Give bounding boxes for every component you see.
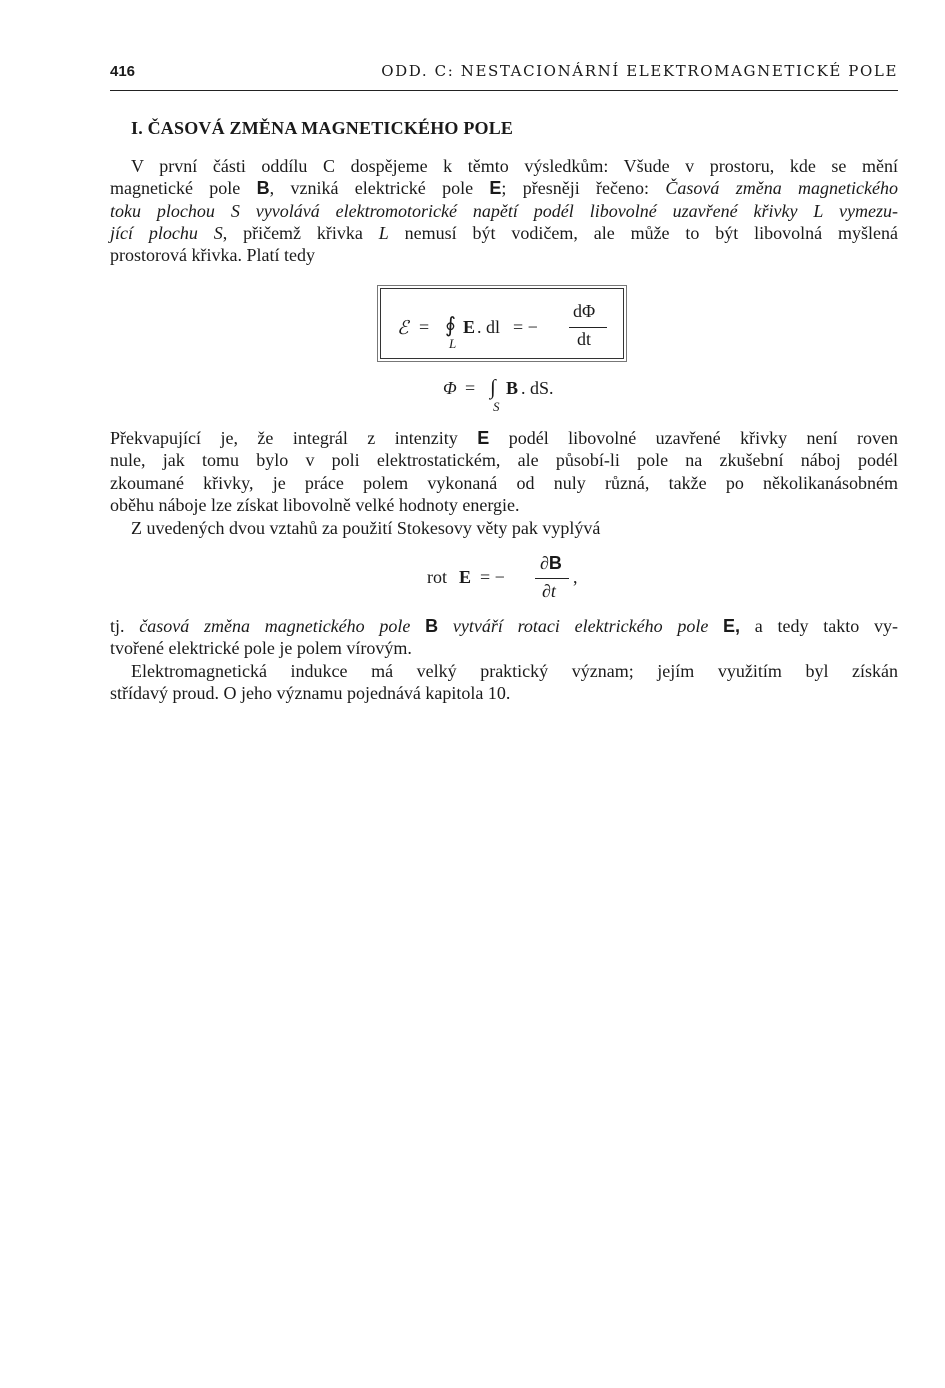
vector-E: E: [463, 317, 476, 337]
phi-symbol: Φ: [443, 378, 457, 398]
fraction-numerator: ∂B: [540, 553, 562, 573]
text-run: nemusí být vodičem, ale může to být libovolná myšlená: [388, 222, 898, 243]
text-line: [110, 615, 898, 637]
contour-integral-sign: ∮: [445, 313, 456, 337]
text-line: střídavý proud. O jeho významu pojednává kapitola 10.: [110, 683, 511, 704]
dot-dl: . dl: [477, 317, 501, 337]
header-rule: [110, 90, 898, 91]
italic-run: časová změna magnetického pole: [139, 616, 426, 636]
text-run: podél libovolné uzavřené křivky není roven: [489, 428, 898, 448]
running-head: [110, 62, 898, 80]
text-line: prostorová křivka. Platí tedy: [110, 245, 315, 266]
paragraph-conclusion: [110, 615, 898, 660]
page-number: 416: [110, 63, 136, 80]
vector-B: B: [425, 616, 439, 636]
text-line: toku plochou S vyvolává elektromotorické napětí podél libovolné uzavřené křivky L vymezu-: [110, 200, 898, 221]
vector-B: B: [506, 378, 519, 398]
fraction-numerator: dΦ: [573, 301, 596, 321]
integral-subscript-S: S: [493, 399, 500, 414]
integral-subscript-L: L: [449, 336, 457, 351]
vector-E: E: [489, 178, 502, 199]
vector-E: E,: [723, 616, 741, 636]
text-run: a tedy takto vy-: [740, 616, 898, 636]
italic-run: jící plochu S: [110, 222, 223, 243]
fraction-bar: [535, 578, 569, 579]
equals-minus: = −: [513, 317, 538, 337]
equals-sign: =: [465, 378, 476, 398]
text-line: [110, 427, 898, 449]
emf-symbol: ℰ: [397, 318, 409, 339]
text-line: tvořené elektrické pole je polem vírovým.: [110, 638, 412, 659]
text-run: tj.: [110, 616, 140, 636]
integral-sign: ∫: [490, 375, 496, 399]
text-run: magnetické pole: [110, 178, 257, 199]
paragraph-stokes: [110, 517, 898, 539]
text-run: Překvapující je, že integrál z intenzity: [110, 428, 478, 448]
italic-run: Časová změna magnetického: [665, 178, 898, 199]
formula-emf-box: [380, 288, 624, 359]
paragraph-intro: [110, 155, 898, 266]
text-run: , vzniká elektrické pole: [269, 178, 490, 199]
text-line: Elektromagnetická indukce má velký praktický význam; jejím využitím byl získán: [131, 661, 898, 681]
text-line: V první části oddílu C dospějeme k těmto výsledkům: Všude v prostoru, kde se mění: [131, 156, 898, 176]
fraction-denominator: dt: [577, 329, 592, 349]
text-line: oběhu náboje lze získat libovolně velké hodnoty energie.: [110, 494, 520, 515]
equals-minus: = −: [480, 567, 505, 587]
trailing-comma: ,: [573, 567, 578, 587]
running-title: ODD. C: NESTACIONÁRNÍ ELEKTROMAGNETICKÉ POLE: [381, 62, 898, 80]
fraction-denominator: ∂t: [542, 581, 556, 601]
text-line: nule, jak tomu bylo v poli elektrostatickém, ale působí-li pole na zkušební náboj podél: [110, 450, 898, 471]
text-line: zkoumané křivky, je práce polem vykonaná od nuly různá, takže po několikanásobném: [110, 472, 898, 493]
text-line: Z uvedených dvou vztahů za použití Stokesovy věty pak vyplývá: [131, 518, 601, 538]
italic-run: vytváří rotaci elektrického pole: [438, 616, 724, 636]
section-heading: I. ČASOVÁ ZMĚNA MAGNETICKÉHO POLE: [131, 118, 514, 138]
text-line: [110, 222, 898, 244]
vector-E: E: [459, 567, 472, 587]
vector-B: B: [256, 178, 270, 199]
fraction-bar: [569, 327, 607, 328]
dot-dS: . dS.: [521, 378, 554, 398]
paragraph-induction: [110, 660, 898, 705]
rot-operator: rot: [427, 567, 447, 587]
equals-sign: =: [419, 317, 430, 337]
text-line: [110, 177, 898, 199]
text-run: ; přesněji řečeno:: [501, 178, 666, 199]
text-run: , přičemž křivka: [222, 222, 379, 243]
italic-run: L: [378, 222, 389, 243]
vector-E: E: [477, 428, 490, 448]
paragraph-surprise: [110, 427, 898, 516]
